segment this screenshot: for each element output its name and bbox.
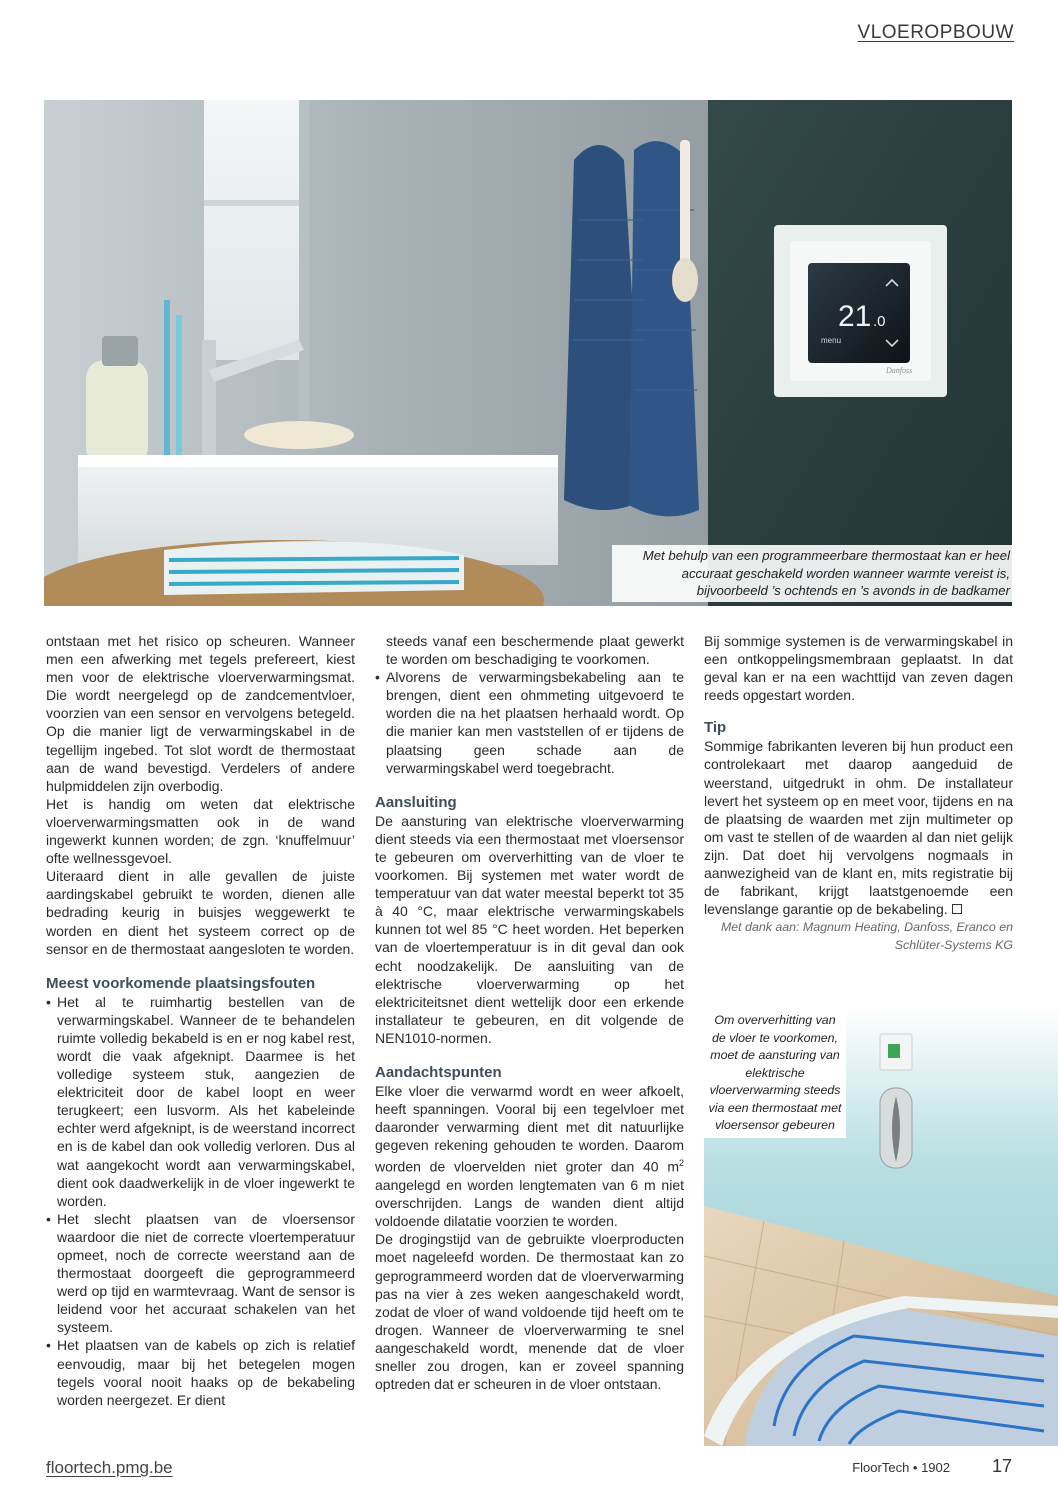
thermostat-decimal: .0 bbox=[873, 313, 886, 330]
section-label: VLOEROPBOUW bbox=[857, 22, 1014, 43]
website-link[interactable]: floortech.pmg.be bbox=[46, 1458, 173, 1477]
section-heading: Aandachtspunten bbox=[375, 1063, 502, 1081]
column-3 bbox=[704, 632, 1013, 954]
section-heading: Aansluiting bbox=[375, 793, 457, 811]
superscript: 2 bbox=[678, 1158, 684, 1169]
section-heading: Tip bbox=[704, 719, 727, 737]
thermostat-menu-label: menu bbox=[821, 336, 842, 345]
paragraph-text: aangelegd en worden lengtematen van 6 m niet overschrijden. Langs de wanden dient altijd voldoende dilatatie voorzien te worden. bbox=[375, 1177, 684, 1230]
paragraph: De aansturing van elektrische vloerverwarming dient steeds via een thermostaat met vloersensor te gebeuren om oververhitting van de vloer te voorkomen. Bij systemen met water wordt de temperatuur van dat water meestal beperkt tot 35 à 40 °C, maar elektrische verwarmingskabels kunnen tot wel 85 °C heet worden. Het beperken van de vloertemperatuur is in dit geval dan ook echt noodzakelijk. De aansluiting van de elektrische vloerverwarming op het elektriciteitsnet dient wettelijk door een erkende installateur te gebeuren, en dit volgende de NEN1010-normen. bbox=[375, 812, 684, 1046]
list-item: • Het plaatsen van de kabels op zich is relatief eenvoudig, maar bij het betegelen mogen tegels vooral nooit haaks op de bekabeling worden neergezet. Er dient bbox=[46, 1336, 355, 1408]
paragraph: Uiteraard dient in alle gevallen de juiste aardingskabel gebruikt te worden, dienen alle bedrading keurig in buisjes weggewerkt te worden en dient het systeem correct op de sensor en de thermostaat aangesloten te worden. bbox=[46, 868, 355, 957]
paragraph: Het is handig om weten dat elektrische vloerverwarmingsmatten ook in de wand ingewerkt kunnen worden; de zgn. ‘knuffelmuur’ ofte wellnessgevoel. bbox=[46, 795, 355, 867]
section-heading: Meest voorkomende plaatsingsfouten bbox=[46, 974, 316, 992]
list-item: • Alvorens de verwarmingsbekabeling aan te brengen, dient een ohmmeting uitgevoerd te worden die na het plaatsen herhaald wordt. Op die manier kan men vaststellen of er tijdens de plaatsing geen schade aan de verwarmingskabel werd toegebracht. bbox=[375, 668, 684, 777]
paragraph: De drogingstijd van de gebruikte vloerproducten moet nageleefd worden. De thermostaat kan zo geprogrammeerd worden dat de vloerverwarming pas na vier à zes weken aangeschakeld wordt, zodat de vloer of wand voldoende tijd heeft om te drogen. Wanneer de vloerverwarming te snel aangeschakeld wordt, menende dat de vloer sneller zou drogen, kan er zoveel spanning optreden dat er scheuren in de vloer ontstaan. bbox=[375, 1231, 684, 1393]
bathroom-thermostat-illustration bbox=[44, 100, 1012, 606]
hero-caption: Met behulp van een programmeerbare thermostaat kan er heel accuraat geschakeld worden wanneer warmte vereist is, bijvoorbeeld ’s ochtends en ’s avonds in de badkamer bbox=[612, 545, 1012, 602]
paragraph: steeds vanaf een beschermende plaat gewerkt te worden om beschadiging te voorkomen. bbox=[386, 633, 684, 668]
paragraph: ontstaan met het risico op scheuren. Wanneer men een afwerking met tegels prefereert, kiest men voor de elektrische vloerverwarmingsmat. Die wordt neergelegd op de zandcementvloer, voorzien van een sensor en vervolgens betegeld. Op die manier ligt de verwarmingskabel in de tegellijm ingebed. Tot slot wordt de thermostaat aan de wand bevestigd. Verdelers of andere hulpmiddelen zijn overbodig. bbox=[46, 633, 355, 794]
column-2 bbox=[375, 632, 684, 1393]
paragraph bbox=[704, 737, 1013, 918]
hero-photo bbox=[44, 100, 1012, 606]
bullet-list bbox=[375, 668, 684, 777]
column-1 bbox=[46, 632, 355, 1409]
paragraph-text: Sommige fabrikanten leveren bij hun product een controlekaart met daarop aangeduid de weerstand, uitgedrukt in ohm. De installateur levert het systeem op en meet voor, tijdens en na de plaatsing de waarden met zijn multimeter op om vast te stellen of de waarden al dan niet gelijk zijn. Dat doet hij vervolgens nogmaals in aanwezigheid van de klant en, mits registratie bij de fabrikant, krijgt laatstgenoemde een levenslange garantie op de bekabeling. bbox=[704, 738, 1013, 918]
list-item: • Het al te ruimhartig bestellen van de verwarmingskabel. Wanneer de te behandelen ruimte volledig bekabeld is en er nog kabel rest, wordt die vaak afgeknipt. Daarmee is het volledige systeem stuk, aangezien de elektriciteit door de kabel loopt en weer terugkeert; een lusvorm. Als het kabeleinde echter werd afgeknipt, is de weerstand incorrect en is de kabel dan ook volledig verloren. Dus al wat aangekocht wordt aan verwarmingskabel, dient ook daadwerkelijk in de vloer ingewerkt te worden. bbox=[46, 993, 355, 1210]
thermostat-temperature: 21 bbox=[838, 300, 872, 333]
end-of-article-icon bbox=[952, 904, 962, 914]
acknowledgement: Met dank aan: Magnum Heating, Danfoss, Eranco en Schlüter-Systems KG bbox=[720, 920, 1013, 953]
thermostat-brand: Danfoss bbox=[886, 366, 913, 375]
paragraph-text: Elke vloer die verwarmd wordt en weer afkoelt, heeft spanningen. Vooral bij een tegelvloer met daaronder verwarming dient met dit natuurlijke gegeven rekening gehouden te worden. Daarom worden de vloervelden niet groter dan 40 m bbox=[375, 1082, 684, 1175]
paragraph bbox=[375, 1082, 684, 1230]
error-list bbox=[46, 993, 355, 1409]
list-item: • Het slecht plaatsen van de vloersensor waardoor die niet de correcte vloertemperatuur opmeet, noch de correcte weerstand aan de thermostaat doorgeeft die geprogrammeerd werd op tijd en warmtevraag. Want de sensor is leidend voor het accuraat schakelen van het systeem. bbox=[46, 1210, 355, 1337]
page-number: 17 bbox=[991, 1456, 1012, 1476]
paragraph: Bij sommige systemen is de verwarmingskabel in een ontkoppelingsmembraan geplaatst. In dat geval kan er na een wachttijd van zeven dagen reeds opgestart worden. bbox=[704, 633, 1013, 704]
magazine-issue: FloorTech • 1902 bbox=[852, 1460, 950, 1475]
floor-heating-caption: Om oververhitting van de vloer te voorkomen, moet de aansturing van elektrische vloerverwarming steeds via een thermostaat met vloersensor gebeuren bbox=[704, 1012, 846, 1138]
